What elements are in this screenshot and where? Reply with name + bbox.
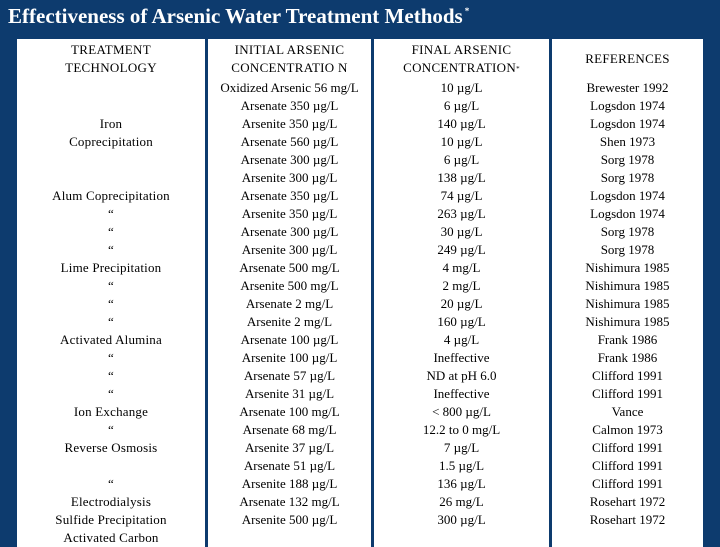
initial-cell: Arsenite 31 µg/L — [244, 386, 335, 401]
technology-header-line-2: TECHNOLOGY — [65, 60, 157, 75]
initial-cell: Arsenate 132 mg/L — [239, 494, 340, 509]
final-cell: 138 µg/L — [437, 170, 486, 185]
final-cell: 4 mg/L — [442, 260, 481, 275]
technology-cell: “ — [108, 386, 114, 401]
reference-cell: Logsdon 1974 — [590, 98, 665, 113]
initial-header-line-2: CONCENTRATIO N — [231, 60, 348, 75]
initial-cell: Arsenate 350 µg/L — [240, 98, 339, 113]
table-spacer — [17, 151, 205, 169]
final-cell: 263 µg/L — [437, 206, 486, 221]
final-cell: 4 µg/L — [443, 332, 480, 347]
initial-cell: Arsenite 500 mg/L — [240, 278, 339, 293]
final-header — [374, 39, 549, 79]
initial-cell: Arsenate 68 mg/L — [242, 422, 337, 437]
reference-cell: Nishimura 1985 — [585, 296, 670, 311]
initial-cell: Arsenate 51 µg/L — [243, 458, 336, 473]
initial-cell: Arsenite 350 µg/L — [241, 206, 338, 221]
title-footnote-marker: * — [464, 6, 470, 16]
final-cell: 10 µg/L — [440, 80, 483, 95]
reference-cell: Clifford 1991 — [592, 368, 663, 383]
reference-cell: Calmon 1973 — [592, 422, 663, 437]
reference-cell: Nishimura 1985 — [585, 314, 670, 329]
final-cell: 2 mg/L — [442, 278, 481, 293]
technology-cell: Sulfide Precipitation — [55, 512, 167, 527]
initial-concentration-column — [205, 39, 371, 547]
technology-cell: “ — [108, 350, 114, 365]
initial-cell: Arsenate 2 mg/L — [245, 296, 334, 311]
technology-cell: “ — [108, 422, 114, 437]
final-header-line-2 — [374, 59, 549, 77]
initial-cell: Arsenite 37 µg/L — [244, 440, 335, 455]
table-spacer — [17, 457, 205, 475]
reference-cell: Clifford 1991 — [592, 440, 663, 455]
reference-cell: Rosehart 1972 — [589, 512, 666, 527]
technology-cell: Activated Alumina — [60, 332, 162, 347]
initial-cell: Arsenite 350 µg/L — [241, 116, 338, 131]
initial-cell: Arsenite 2 mg/L — [246, 314, 333, 329]
technology-cell: Alum Coprecipitation — [52, 188, 170, 203]
initial-cell: Arsenate 350 µg/L — [240, 188, 339, 203]
reference-cell: Frank 1986 — [597, 332, 658, 347]
final-cell: Ineffective — [433, 386, 490, 401]
final-cell: 7 µg/L — [443, 440, 480, 455]
reference-cell: Shen 1973 — [599, 134, 656, 149]
initial-cell: Arsenate 500 mg/L — [239, 260, 340, 275]
initial-cell: Arsenate 300 µg/L — [240, 152, 339, 167]
final-concentration-column — [371, 39, 549, 547]
final-cell: 300 µg/L — [437, 512, 486, 527]
initial-cell: Arsenate 300 µg/L — [240, 224, 339, 239]
reference-cell: Clifford 1991 — [592, 386, 663, 401]
table-spacer — [17, 169, 205, 187]
reference-cell: Sorg 1978 — [600, 224, 655, 239]
final-cell: 136 µg/L — [437, 476, 486, 491]
table-spacer — [17, 97, 205, 115]
initial-cell: Arsenate 560 µg/L — [240, 134, 339, 149]
technology-cell: Coprecipitation — [69, 134, 153, 149]
technology-cell: “ — [108, 224, 114, 239]
final-cell: 26 mg/L — [439, 494, 484, 509]
technology-cell: “ — [108, 278, 114, 293]
initial-cell: Arsenite 500 µg/L — [241, 512, 338, 527]
slide-title — [8, 4, 469, 29]
technology-column — [17, 39, 205, 547]
initial-cell: Arsenite 188 µg/L — [241, 476, 338, 491]
initial-header-line-1: INITIAL ARSENIC — [234, 42, 345, 57]
final-cell: 6 µg/L — [443, 98, 480, 113]
final-cell: < 800 µg/L — [432, 404, 491, 419]
reference-cell: Nishimura 1985 — [585, 278, 670, 293]
technology-cell: “ — [108, 296, 114, 311]
reference-cell: Sorg 1978 — [600, 152, 655, 167]
initial-cell: Arsenite 300 µg/L — [241, 170, 338, 185]
reference-cell: Logsdon 1974 — [590, 188, 665, 203]
technology-cell: Activated Carbon — [63, 530, 159, 545]
reference-cell: Nishimura 1985 — [585, 260, 670, 275]
technology-header — [17, 39, 205, 79]
technology-cell: “ — [108, 206, 114, 221]
initial-cell: Arsenate 100 mg/L — [239, 404, 340, 419]
technology-cell: Lime Precipitation — [60, 260, 162, 275]
final-cell: 160 µg/L — [437, 314, 486, 329]
reference-cell: Brewester 1992 — [586, 80, 669, 95]
final-header-line-2-text: CONCENTRATION — [403, 60, 517, 75]
final-cell: 249 µg/L — [437, 242, 486, 257]
reference-cell: Vance — [611, 404, 644, 419]
initial-cell: Oxidized Arsenic 56 mg/L — [220, 80, 359, 95]
references-header — [552, 39, 703, 79]
final-cell: 74 µg/L — [440, 188, 483, 203]
treatment-table — [17, 39, 703, 545]
initial-cell: Arsenate 57 µg/L — [243, 368, 336, 383]
final-cell: 20 µg/L — [440, 296, 483, 311]
reference-cell: Logsdon 1974 — [590, 116, 665, 131]
technology-cell: Reverse Osmosis — [64, 440, 158, 455]
initial-cell: Arsenite 300 µg/L — [241, 242, 338, 257]
final-cell: 6 µg/L — [443, 152, 480, 167]
final-header-footnote-marker: * — [516, 65, 520, 73]
reference-cell: Sorg 1978 — [600, 242, 655, 257]
final-cell: 30 µg/L — [440, 224, 483, 239]
final-cell: 10 µg/L — [440, 134, 483, 149]
reference-cell: Logsdon 1974 — [590, 206, 665, 221]
technology-header-line-1: TREATMENT — [71, 42, 151, 57]
technology-cell: Electrodialysis — [70, 494, 152, 509]
table-spacer — [17, 79, 205, 97]
final-cell: 1.5 µg/L — [438, 458, 485, 473]
technology-cell: Ion Exchange — [73, 404, 149, 419]
initial-cell: Arsenate 100 µg/L — [240, 332, 339, 347]
technology-cell: “ — [108, 242, 114, 257]
reference-cell: Sorg 1978 — [600, 170, 655, 185]
reference-cell: Rosehart 1972 — [589, 494, 666, 509]
technology-cell: “ — [108, 476, 114, 491]
references-header-text: REFERENCES — [585, 51, 670, 66]
final-cell: Ineffective — [433, 350, 490, 365]
final-header-line-1: FINAL ARSENIC — [411, 42, 512, 57]
technology-cell: Iron — [99, 116, 123, 131]
initial-cell: Arsenite 100 µg/L — [241, 350, 338, 365]
reference-cell: Clifford 1991 — [592, 476, 663, 491]
final-cell: ND at pH 6.0 — [426, 368, 497, 383]
technology-cell: “ — [108, 368, 114, 383]
slide-title-text: Effectiveness of Arsenic Water Treatment Methods — [8, 4, 463, 28]
final-cell: 140 µg/L — [437, 116, 486, 131]
technology-cell: “ — [108, 314, 114, 329]
initial-header — [208, 39, 371, 79]
references-column — [549, 39, 703, 547]
final-cell: 12.2 to 0 mg/L — [422, 422, 501, 437]
reference-cell: Frank 1986 — [597, 350, 658, 365]
reference-cell: Clifford 1991 — [592, 458, 663, 473]
